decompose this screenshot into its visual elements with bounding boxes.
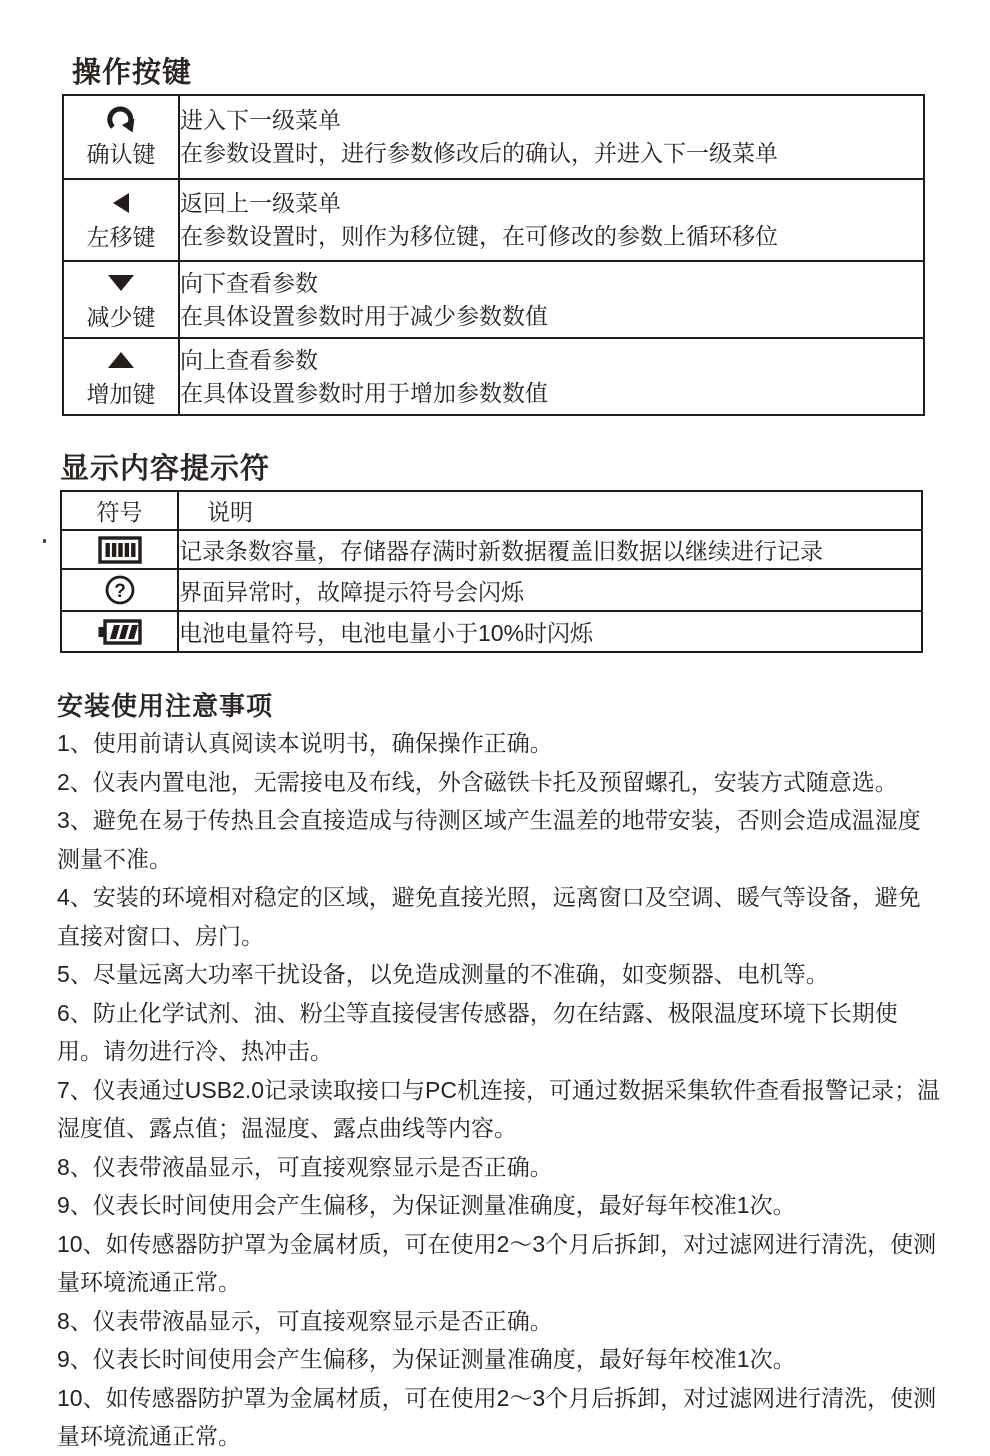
note-item: 9、仪表长时间使用会产生偏移，为保证测量准确度，最好每年校准1次。: [57, 1346, 796, 1372]
note-item: 8、仪表带液晶显示，可直接观察显示是否正确。: [57, 1307, 553, 1334]
table-row: [63, 179, 924, 261]
installation-notes-list: [57, 724, 941, 1456]
table-row: [61, 611, 922, 652]
down-triangle-icon: [64, 268, 178, 298]
key-name: 增加键: [86, 380, 156, 407]
keys-section-title: 操作按键: [72, 57, 193, 89]
note-item: 7、仪表通过USB2.0记录读取接口与PC机连接，可通过数据采集软件查看报警记录；温湿度值、露点值；温湿度、露点曲线等内容。: [57, 1076, 941, 1141]
note-item: 6、防止化学试剂、油、粉尘等直接侵害传感器，勿在结露、极限温度环境下长期使用。请勿进行冷、热冲击。: [57, 999, 898, 1064]
table-row: [63, 261, 924, 338]
key-description-line: 在具体设置参数时用于增加参数数值: [180, 379, 548, 406]
notes-section-title: 安装使用注意事项: [57, 691, 274, 721]
table-header-row: [61, 491, 922, 530]
up-triangle-icon: [64, 345, 178, 375]
confirm-loop-arrow-icon: [64, 105, 178, 135]
symbols-section-title: 显示内容提示符: [60, 453, 271, 485]
table-row: [61, 569, 922, 611]
battery-level-icon: [97, 623, 143, 640]
svg-text:?: ?: [113, 581, 126, 602]
symbol-description: 记录条数容量，存储器存满时新数据覆盖旧数据以继续进行记录: [178, 530, 922, 569]
operation-keys-table: [62, 94, 925, 416]
symbol-column-header: 符号: [61, 491, 178, 530]
note-item: 2、仪表内置电池，无需接电及布线，外含磁铁卡托及预留螺孔，安装方式随意选。: [57, 768, 898, 795]
key-description-line: 在具体设置参数时用于减少参数数值: [180, 302, 548, 329]
print-speck: [43, 539, 46, 543]
key-description-line: 在参数设置时，进行参数修改后的确认，并进入下一级菜单: [180, 140, 778, 166]
left-triangle-icon: [64, 188, 178, 218]
display-symbols-table: [60, 490, 923, 653]
note-item: 9、仪表长时间使用会产生偏移，为保证测量准确度，最好每年校准1次。: [57, 1192, 796, 1218]
key-description-line: 进入下一级菜单: [180, 107, 341, 133]
key-description-line: 向下查看参数: [180, 269, 318, 296]
record-capacity-icon: [97, 541, 143, 558]
fault-question-icon: [103, 581, 137, 602]
key-description-line: 在参数设置时，则作为移位键，在可修改的参数上循环移位: [180, 223, 778, 249]
key-name: 左移键: [86, 224, 156, 250]
table-row: [63, 95, 924, 179]
note-item: 8、仪表带液晶显示，可直接观察显示是否正确。: [57, 1153, 553, 1180]
key-name: 减少键: [86, 303, 156, 330]
table-row: [63, 338, 924, 415]
note-item: 5、尽量远离大功率干扰设备，以免造成测量的不准确，如变频器、电机等。: [57, 961, 829, 987]
note-item: 3、避免在易于传热且会直接造成与待测区域产生温差的地带安装，否则会造成温湿度测量不准。: [57, 807, 921, 872]
key-name: 确认键: [86, 141, 156, 167]
key-description-line: 返回上一级菜单: [180, 190, 341, 216]
symbol-description: 界面异常时，故障提示符号会闪烁: [178, 569, 922, 611]
key-description-line: 向上查看参数: [180, 346, 318, 373]
note-item: 10、如传感器防护罩为金属材质，可在使用2～3个月后拆卸，对过滤网进行清洗，使测量环境流通正常。: [57, 1384, 937, 1449]
note-item: 4、安装的环境相对稳定的区域，避免直接光照，远离窗口及空调、暖气等设备，避免直接对窗口、房门。: [57, 884, 921, 949]
note-item: 1、使用前请认真阅读本说明书，确保操作正确。: [57, 730, 553, 756]
symbol-description: 电池电量符号，电池电量小于10%时闪烁: [178, 611, 922, 652]
table-row: [61, 530, 922, 569]
description-column-header: 说明: [178, 491, 922, 530]
note-item: 10、如传感器防护罩为金属材质，可在使用2～3个月后拆卸，对过滤网进行清洗，使测量环境流通正常。: [57, 1230, 937, 1295]
